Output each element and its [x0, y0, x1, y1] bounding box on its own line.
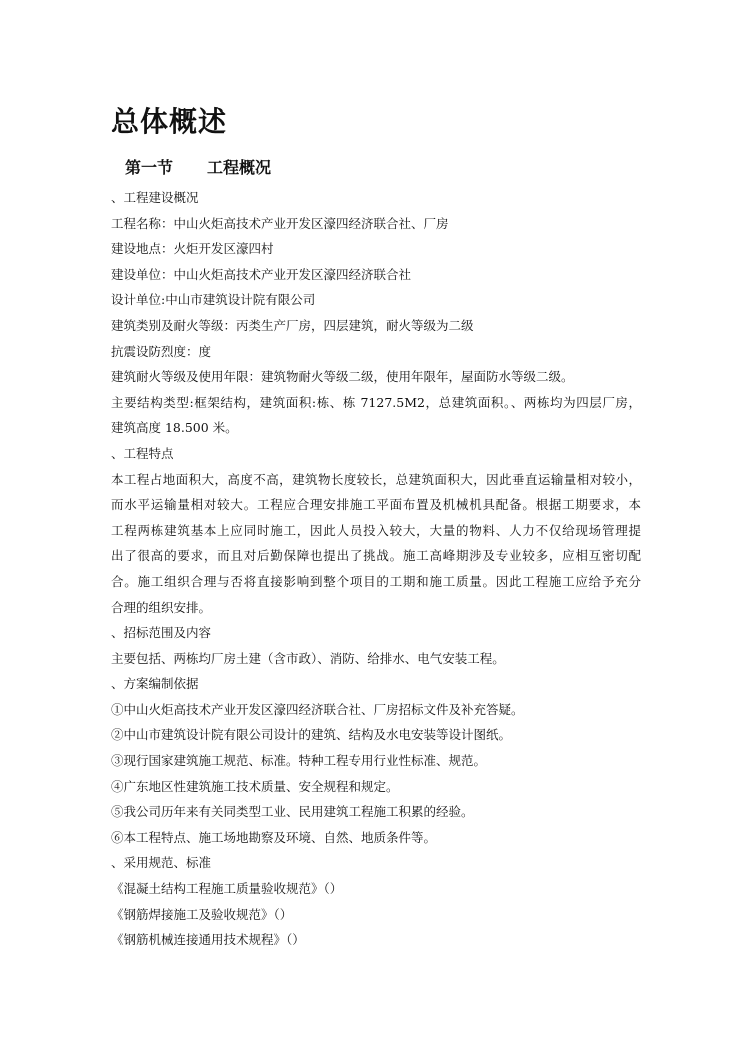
document-title: 总体概述	[111, 105, 228, 138]
text-line: 建筑高度 18.500 米。	[111, 420, 238, 436]
text-line: 设计单位:中山市建筑设计院有限公司	[111, 292, 316, 308]
text-line: ①中山火炬高技术产业开发区濠四经济联合社、厂房招标文件及补充答疑。	[111, 701, 524, 717]
text-line: 合理的组织安排。	[111, 599, 212, 615]
text-line: 主要包括、两栋均厂房土建（含市政）、消防、给排水、电气安装工程。	[111, 650, 505, 666]
text-line: 出了很高的要求，而且对后勤保障也提出了挑战。施工高峰期涉及专业较多，应相互密切配	[111, 548, 641, 564]
text-line: 、工程建设概况	[111, 190, 199, 205]
text-line: 而水平运输量相对较大。工程应合理安排施工平面布置及机械机具配备。根据工期要求，本	[111, 497, 641, 513]
text-line: ②中山市建筑设计院有限公司设计的建筑、结构及水电安装等设计图纸。	[111, 727, 512, 743]
text-line: 建设地点：火炬开发区濠四村	[111, 241, 274, 257]
text-line: ⑥本工程特点、施工场地勘察及环境、自然、地质条件等。	[111, 829, 437, 845]
text-line: 、方案编制依据	[111, 676, 199, 692]
text-line: ④广东地区性建筑施工技术质量、安全规程和规定。	[111, 778, 399, 794]
text-line: ③现行国家建筑施工规范、标准。特种工程专用行业性标准、规范。	[111, 753, 487, 769]
section-heading	[125, 155, 271, 178]
document-body	[111, 185, 641, 953]
text-line: 建筑耐火等级及使用年限：建筑物耐火等级二级，使用年限年，屋面防水等级二级。	[111, 369, 574, 385]
section-name: 工程概况	[207, 158, 272, 177]
text-line: 、工程特点	[111, 445, 174, 461]
text-line: 《混凝土结构工程施工质量验收规范》（）	[111, 881, 343, 897]
text-line: 建筑类别及耐火等级：丙类生产厂房，四层建筑，耐火等级为二级	[111, 317, 474, 333]
text-line: 《钢筋焊接施工及验收规范》（）	[111, 906, 293, 922]
text-line: 本工程占地面积大，高度不高，建筑物长度较长，总建筑面积大，因此垂直运输量相对较小，	[111, 471, 641, 487]
text-line: 主要结构类型:框架结构，建筑面积:栋、栋 7127.5M2，总建筑面积。、两栋均为四层厂房，	[111, 394, 641, 410]
text-line: 合。施工组织合理与否将直接影响到整个项目的工期和施工质量。因此工程施工应给予充分	[111, 573, 641, 589]
text-line: ⑤我公司历年来有关同类型工业、民用建筑工程施工积累的经验。	[111, 804, 474, 820]
text-line: 、招标范围及内容	[111, 625, 212, 641]
text-line: 、采用规范、标准	[111, 855, 212, 871]
text-line: 建设单位：中山火炬高技术产业开发区濠四经济联合社	[111, 266, 412, 282]
section-number: 第一节	[125, 158, 174, 177]
text-line: 《钢筋机械连接通用技术规程》（）	[111, 932, 305, 948]
text-line: 抗震设防烈度：度	[111, 343, 212, 359]
text-line: 工程两栋建筑基本上应同时施工，因此人员投入较大，大量的物料、人力不仅给现场管理提	[111, 522, 641, 538]
text-line: 工程名称：中山火炬高技术产业开发区濠四经济联合社、厂房	[111, 215, 449, 231]
